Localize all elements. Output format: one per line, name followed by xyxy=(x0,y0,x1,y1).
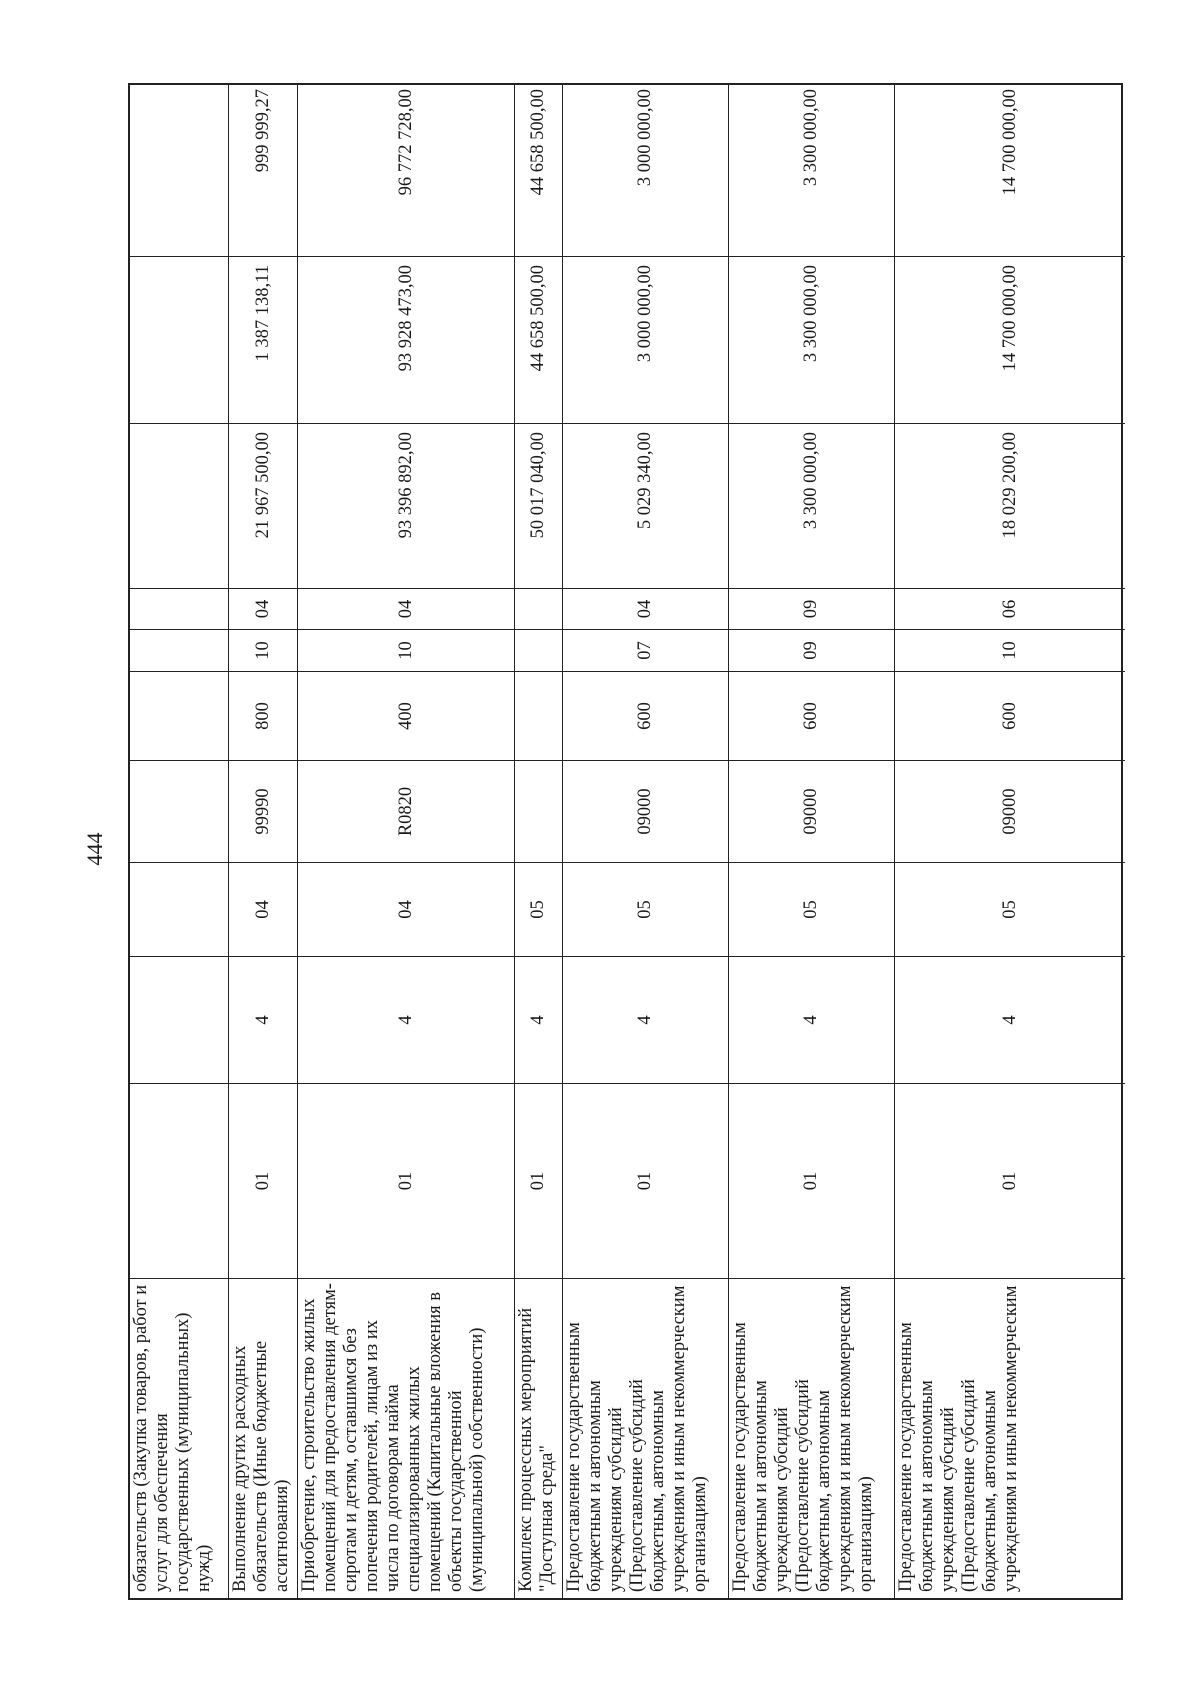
row-description: Комплекс процессных мероприятий "Доступная среда" xyxy=(516,1307,557,1592)
code-expense xyxy=(130,761,228,863)
code-program: 01 xyxy=(298,1084,514,1279)
amount-year-1 xyxy=(130,424,228,589)
row-description: Предоставление государственным бюджетным и автономным учреждениям субсидий (Предоставление субсидий бюджетным, автономным учреждениям и иным некоммерческим xyxy=(896,1285,1021,1592)
code-section: 10 xyxy=(229,630,297,672)
code-expense-type: 800 xyxy=(229,672,297,761)
code-subsection: 06 xyxy=(895,589,1125,630)
code-section xyxy=(515,630,562,672)
code-expense: 09000 xyxy=(563,761,728,863)
amount-year-3: 44 658 500,00 xyxy=(515,81,562,257)
code-expense-type: 600 xyxy=(729,672,894,761)
amount-year-2: 44 658 500,00 xyxy=(515,257,562,424)
amount-year-2: 93 928 473,00 xyxy=(298,257,514,424)
code-expense: 99990 xyxy=(229,761,297,863)
code-expense: 09000 xyxy=(729,761,894,863)
code-program: 01 xyxy=(729,1084,894,1279)
code-subprogram: 4 xyxy=(229,957,297,1084)
amount-year-1: 21 967 500,00 xyxy=(229,424,297,589)
amount-year-3: 14 700 000,00 xyxy=(895,81,1125,257)
code-expense: 09000 xyxy=(895,761,1125,863)
code-direction: 04 xyxy=(229,863,297,957)
table-row xyxy=(228,85,297,1598)
amount-year-3: 96 772 728,00 xyxy=(298,81,514,257)
code-program: 01 xyxy=(563,1084,728,1279)
code-subprogram: 4 xyxy=(515,957,562,1084)
code-section: 07 xyxy=(563,630,728,672)
code-direction: 05 xyxy=(729,863,894,957)
code-expense xyxy=(515,761,562,863)
amount-year-3: 3 300 000,00 xyxy=(729,81,894,257)
amount-year-1: 5 029 340,00 xyxy=(563,424,728,589)
code-expense-type xyxy=(515,672,562,761)
amount-year-3: 3 000 000,00 xyxy=(563,81,728,257)
code-program: 01 xyxy=(229,1084,297,1279)
code-subprogram: 4 xyxy=(563,957,728,1084)
code-direction: 04 xyxy=(298,863,514,957)
code-subprogram: 4 xyxy=(729,957,894,1084)
code-subsection: 04 xyxy=(298,589,514,630)
row-description: обязательств (Закупка товаров, работ и услуг для обеспечения государственных (муниципальных) нужд) xyxy=(131,1284,214,1592)
code-subsection xyxy=(130,589,228,630)
table-row xyxy=(562,85,728,1598)
code-section: 10 xyxy=(895,630,1125,672)
code-subprogram xyxy=(130,957,228,1084)
code-expense-type: 600 xyxy=(563,672,728,761)
row-description: Выполнение других расходных обязательств (Иные бюджетные ассигнования) xyxy=(230,1340,292,1592)
table-row xyxy=(894,85,1125,1598)
page-number: 444 xyxy=(82,832,107,866)
code-direction: 05 xyxy=(563,863,728,957)
table-row xyxy=(728,85,894,1598)
amount-year-1: 93 396 892,00 xyxy=(298,424,514,589)
table-row xyxy=(297,85,514,1598)
row-description: Предоставление государственным бюджетным и автономным учреждениям субсидий (Предоставление субсидий бюджетным, автономным учреждениям и иным некоммерческим организациям) xyxy=(730,1285,876,1592)
amount-year-2: 3 000 000,00 xyxy=(563,257,728,424)
code-subprogram: 4 xyxy=(895,957,1125,1084)
code-subprogram: 4 xyxy=(298,957,514,1084)
amount-year-3: 999 999,27 xyxy=(229,81,297,257)
code-subsection: 04 xyxy=(563,589,728,630)
code-program: 01 xyxy=(895,1084,1125,1279)
code-expense-type: 400 xyxy=(298,672,514,761)
amount-year-2: 1 387 138,11 xyxy=(229,257,297,424)
code-expense-type xyxy=(130,672,228,761)
code-direction: 05 xyxy=(895,863,1125,957)
row-description: Приобретение, строительство жилых помещений для предоставления детям- сиротам и детям, оставшимся без попечения родителей, лицам из их числа по договорам найма специализированных жилых помещений (Капитальные вложения в объекты государственной (муниципальной) собственности) xyxy=(299,1283,487,1592)
code-program xyxy=(130,1084,228,1279)
amount-year-1: 3 300 000,00 xyxy=(729,424,894,589)
table-row xyxy=(130,85,228,1598)
code-direction xyxy=(130,863,228,957)
row-description: Предоставление государственным бюджетным и автономным учреждениям субсидий (Предоставление субсидий бюджетным, автономным учреждениям и иным некоммерческим организациям) xyxy=(564,1285,710,1592)
amount-year-2: 3 300 000,00 xyxy=(729,257,894,424)
code-expense: R0820 xyxy=(298,761,514,863)
table-row xyxy=(514,85,562,1598)
code-section: 10 xyxy=(298,630,514,672)
code-direction: 05 xyxy=(515,863,562,957)
code-section: 09 xyxy=(729,630,894,672)
code-expense-type: 600 xyxy=(895,672,1125,761)
code-subsection: 04 xyxy=(229,589,297,630)
code-subsection xyxy=(515,589,562,630)
code-section xyxy=(130,630,228,672)
code-program: 01 xyxy=(515,1084,562,1279)
amount-year-2 xyxy=(130,257,228,424)
code-subsection: 09 xyxy=(729,589,894,630)
amount-year-3 xyxy=(130,81,228,257)
amount-year-1: 18 029 200,00 xyxy=(895,424,1125,589)
budget-table xyxy=(128,83,1123,1600)
amount-year-1: 50 017 040,00 xyxy=(515,424,562,589)
amount-year-2: 14 700 000,00 xyxy=(895,257,1125,424)
